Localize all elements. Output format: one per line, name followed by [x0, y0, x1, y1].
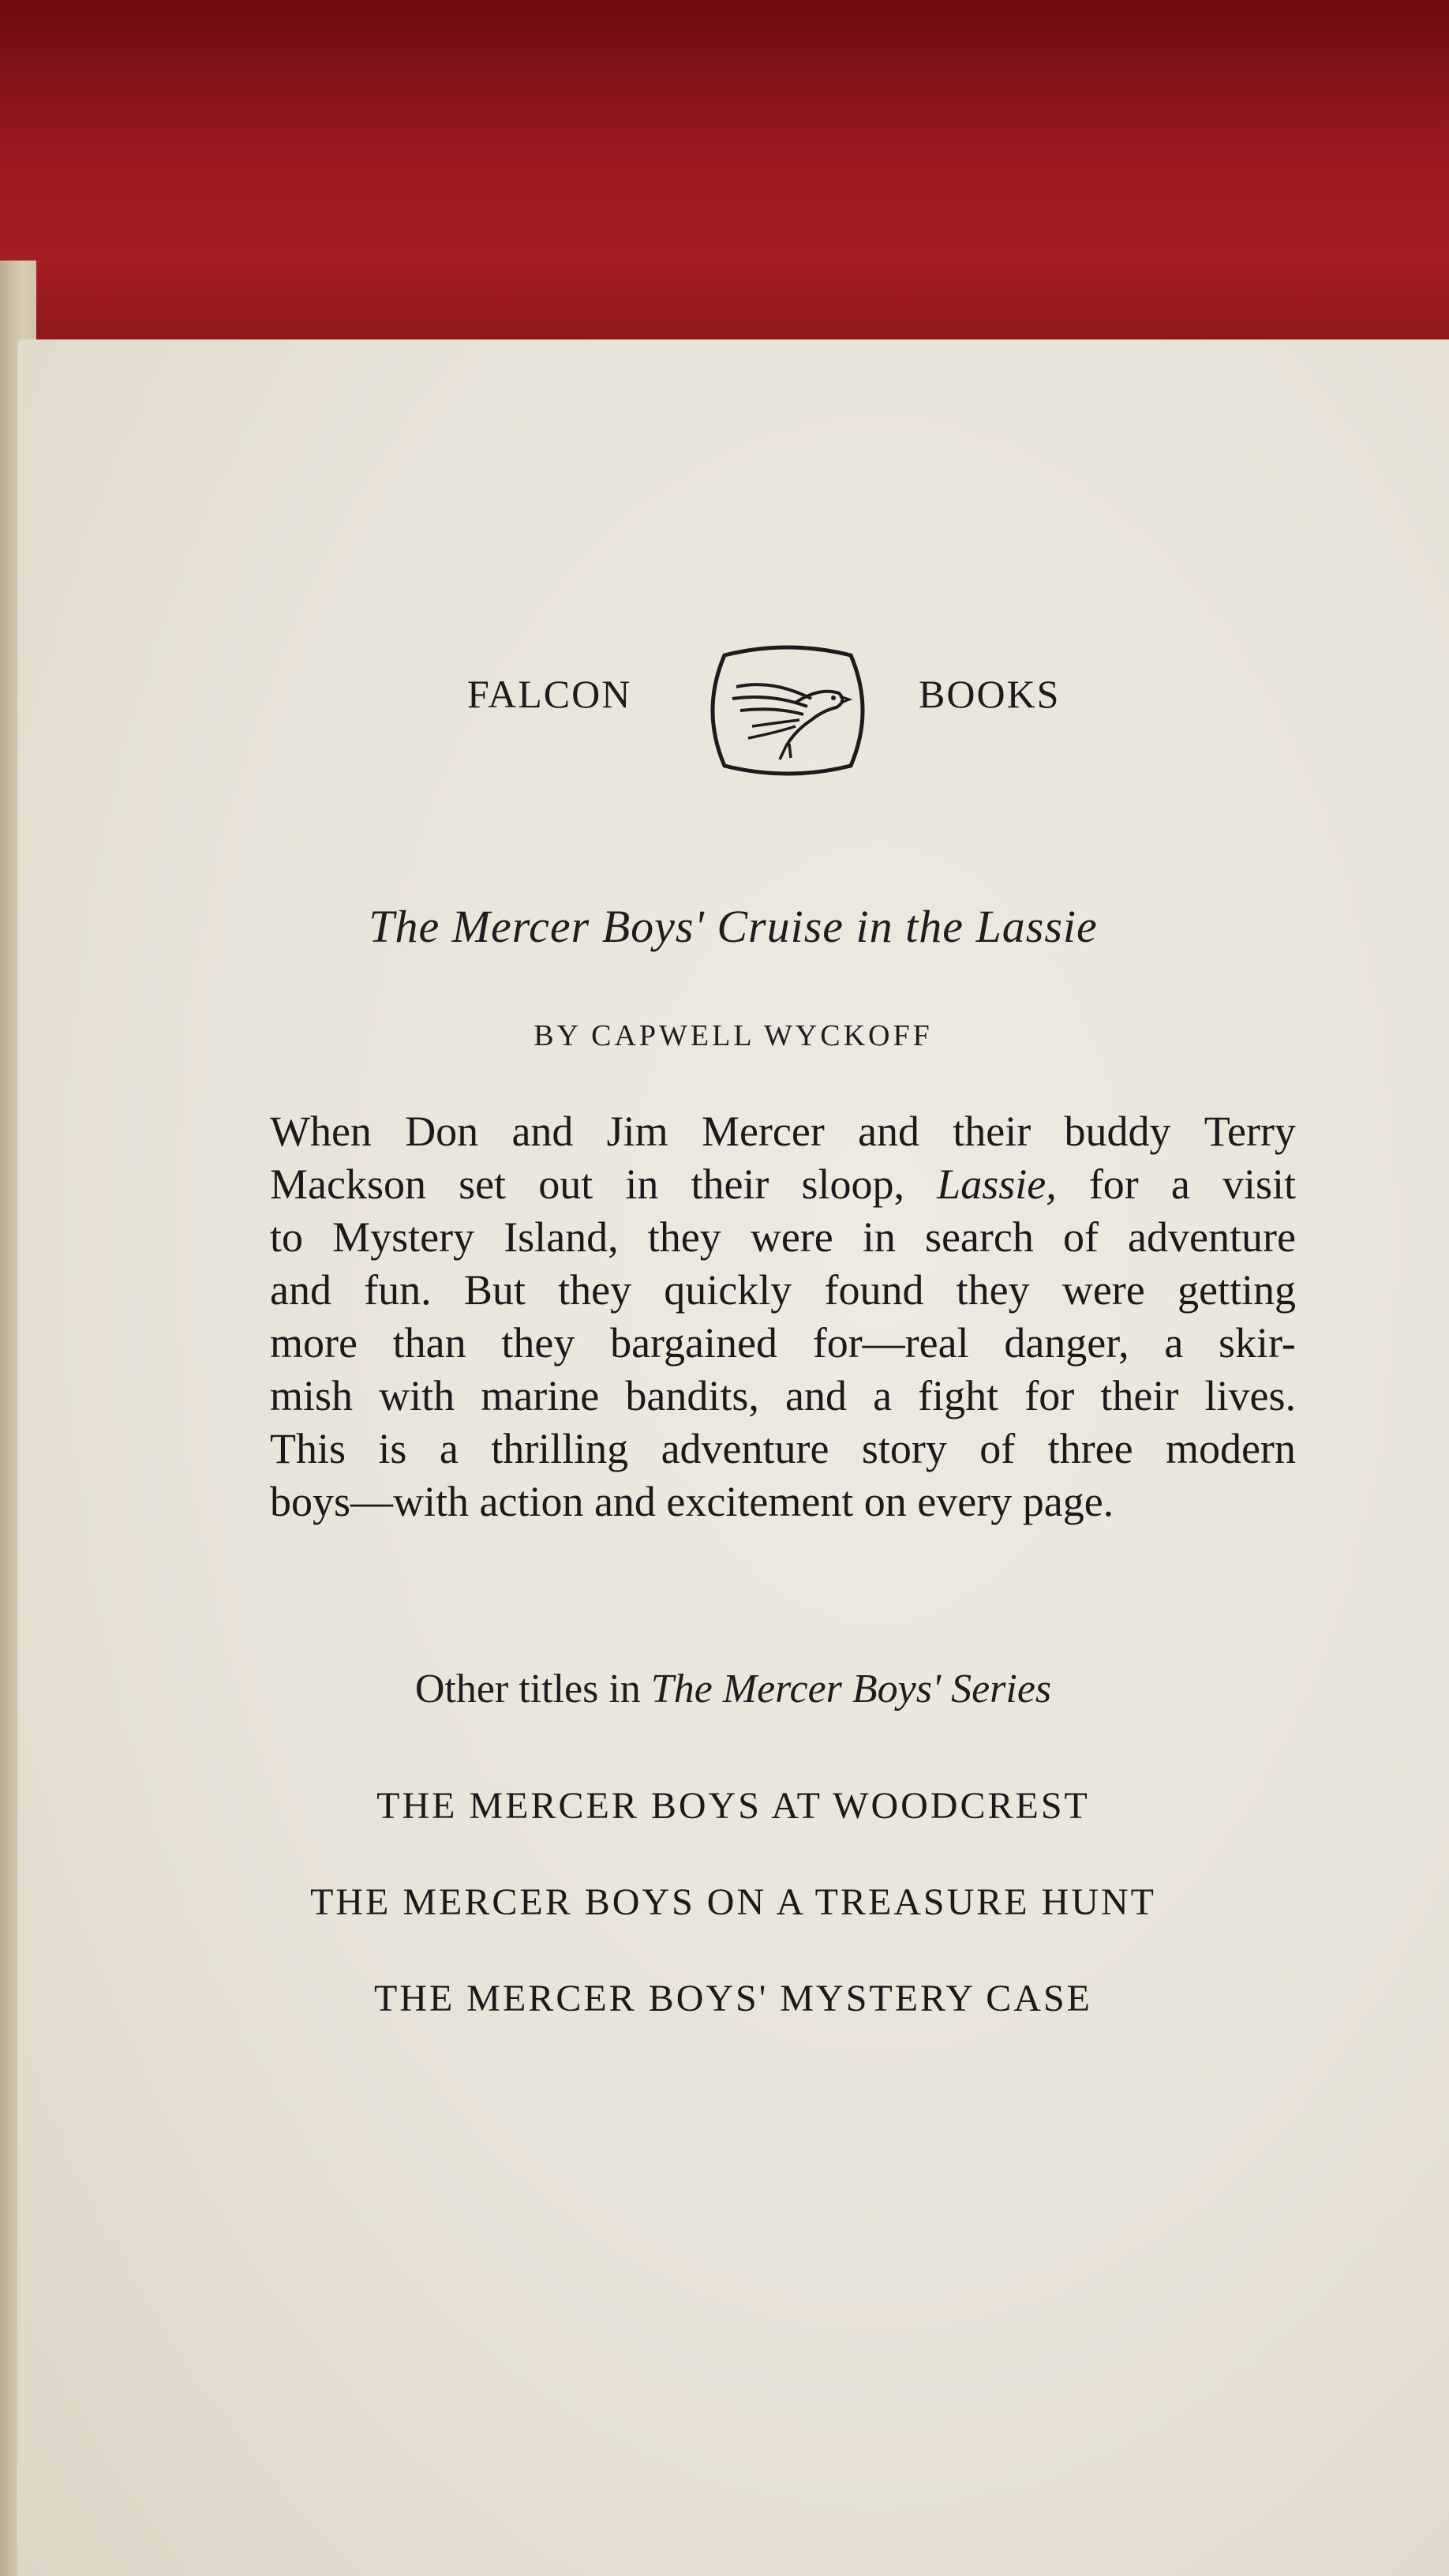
blurb-line	[270, 1423, 1296, 1475]
book-title: The Mercer Boys' Cruise in the Lassie	[369, 901, 1098, 952]
imprint-books: BOOKS	[919, 672, 1061, 716]
blurb-word: quickly	[664, 1266, 792, 1314]
blurb-word: Mercer	[701, 1108, 825, 1155]
blurb-word: they	[501, 1319, 575, 1367]
series-title: THE MERCER BOYS' MYSTERY CASE	[374, 1978, 1092, 2019]
blurb-word: boys—with action and excitement on every page.	[270, 1478, 1114, 1525]
blurb-word: modern	[1165, 1425, 1296, 1472]
blurb-word: Lassie,	[937, 1161, 1057, 1208]
blurb-word: This	[270, 1425, 346, 1472]
series-title: THE MERCER BOYS ON A TREASURE HUNT	[310, 1881, 1156, 1923]
blurb-word: three	[1047, 1425, 1133, 1472]
blurb-word: But	[463, 1266, 526, 1314]
blurb-word: buddy	[1064, 1108, 1171, 1155]
series-heading	[17, 1666, 1449, 1712]
blurb-word: for	[1024, 1372, 1075, 1419]
blurb-word: a	[873, 1372, 893, 1419]
blurb-word: were	[750, 1213, 833, 1261]
blurb-word: with	[379, 1372, 455, 1419]
book-blurb	[270, 1105, 1296, 1528]
blurb-word: is	[378, 1425, 407, 1472]
blurb-word: a	[1170, 1161, 1190, 1208]
blurb-word: a	[439, 1425, 459, 1472]
blurb-word: Terry	[1204, 1108, 1296, 1155]
blurb-word: for	[1088, 1161, 1139, 1208]
blurb-word: for—real	[812, 1319, 969, 1367]
book-page	[17, 339, 1449, 2576]
blurb-word: in	[862, 1213, 896, 1261]
blurb-word: fight	[918, 1372, 999, 1419]
blurb-word: they	[558, 1266, 632, 1314]
blurb-word: getting	[1177, 1266, 1296, 1314]
blurb-word: adventure	[1128, 1213, 1296, 1261]
blurb-word: bargained	[610, 1319, 777, 1367]
blurb-word: of	[1062, 1213, 1099, 1261]
blurb-word: skir-	[1219, 1319, 1296, 1367]
publisher-header	[17, 600, 1449, 758]
blurb-word: adventure	[661, 1425, 829, 1472]
blurb-word: Mystery	[332, 1213, 475, 1261]
blurb-line	[270, 1370, 1296, 1423]
blurb-word: their	[1100, 1372, 1179, 1419]
blurb-word: thrilling	[491, 1425, 629, 1472]
blurb-word: than	[392, 1319, 466, 1367]
blurb-word: their	[691, 1161, 769, 1208]
blurb-word: their	[953, 1108, 1032, 1155]
blurb-word: lives.	[1204, 1372, 1296, 1419]
blurb-word: Jim	[606, 1108, 668, 1155]
blurb-word: story	[861, 1425, 947, 1472]
blurb-line	[270, 1158, 1296, 1211]
blurb-word: and	[784, 1372, 847, 1419]
blurb-word: When	[270, 1108, 372, 1155]
blurb-word: a	[1164, 1319, 1184, 1367]
author-byline: BY CAPWELL WYCKOFF	[534, 1019, 933, 1052]
blurb-word: marine	[481, 1372, 600, 1419]
blurb-word: in	[625, 1161, 659, 1208]
falcon-emblem-icon	[693, 632, 882, 789]
blurb-word: fun.	[364, 1266, 432, 1314]
blurb-word: mish	[270, 1372, 354, 1419]
blurb-line	[270, 1317, 1296, 1370]
blurb-word: Mackson	[270, 1161, 426, 1208]
blurb-word: and	[858, 1108, 920, 1155]
blurb-word: to	[270, 1213, 304, 1261]
blurb-line	[270, 1211, 1296, 1264]
blurb-word: Island,	[504, 1213, 619, 1261]
blurb-word: they	[647, 1213, 721, 1261]
blurb-word: and	[270, 1266, 331, 1314]
series-heading-prefix: Other titles in	[414, 1667, 651, 1712]
blurb-word: and	[511, 1108, 574, 1155]
blurb-word: were	[1061, 1266, 1145, 1314]
blurb-word: of	[979, 1425, 1016, 1472]
blurb-word: sloop,	[801, 1161, 905, 1208]
blurb-word: danger,	[1004, 1319, 1129, 1367]
blurb-word: they	[956, 1266, 1030, 1314]
blurb-word: visit	[1222, 1161, 1296, 1208]
series-title: THE MERCER BOYS AT WOODCREST	[376, 1785, 1090, 1827]
series-name: The Mercer Boys' Series	[650, 1667, 1052, 1712]
blurb-line	[270, 1264, 1296, 1317]
blurb-word: more	[270, 1319, 358, 1367]
imprint-falcon: FALCON	[467, 672, 632, 716]
blurb-word: bandits,	[625, 1372, 759, 1419]
blurb-word: search	[924, 1213, 1034, 1261]
blurb-word: set	[459, 1161, 507, 1208]
blurb-line	[270, 1475, 1296, 1528]
blurb-word: out	[538, 1161, 593, 1208]
blurb-word: found	[824, 1266, 924, 1314]
blurb-line	[270, 1105, 1296, 1158]
blurb-word: Don	[405, 1108, 479, 1155]
